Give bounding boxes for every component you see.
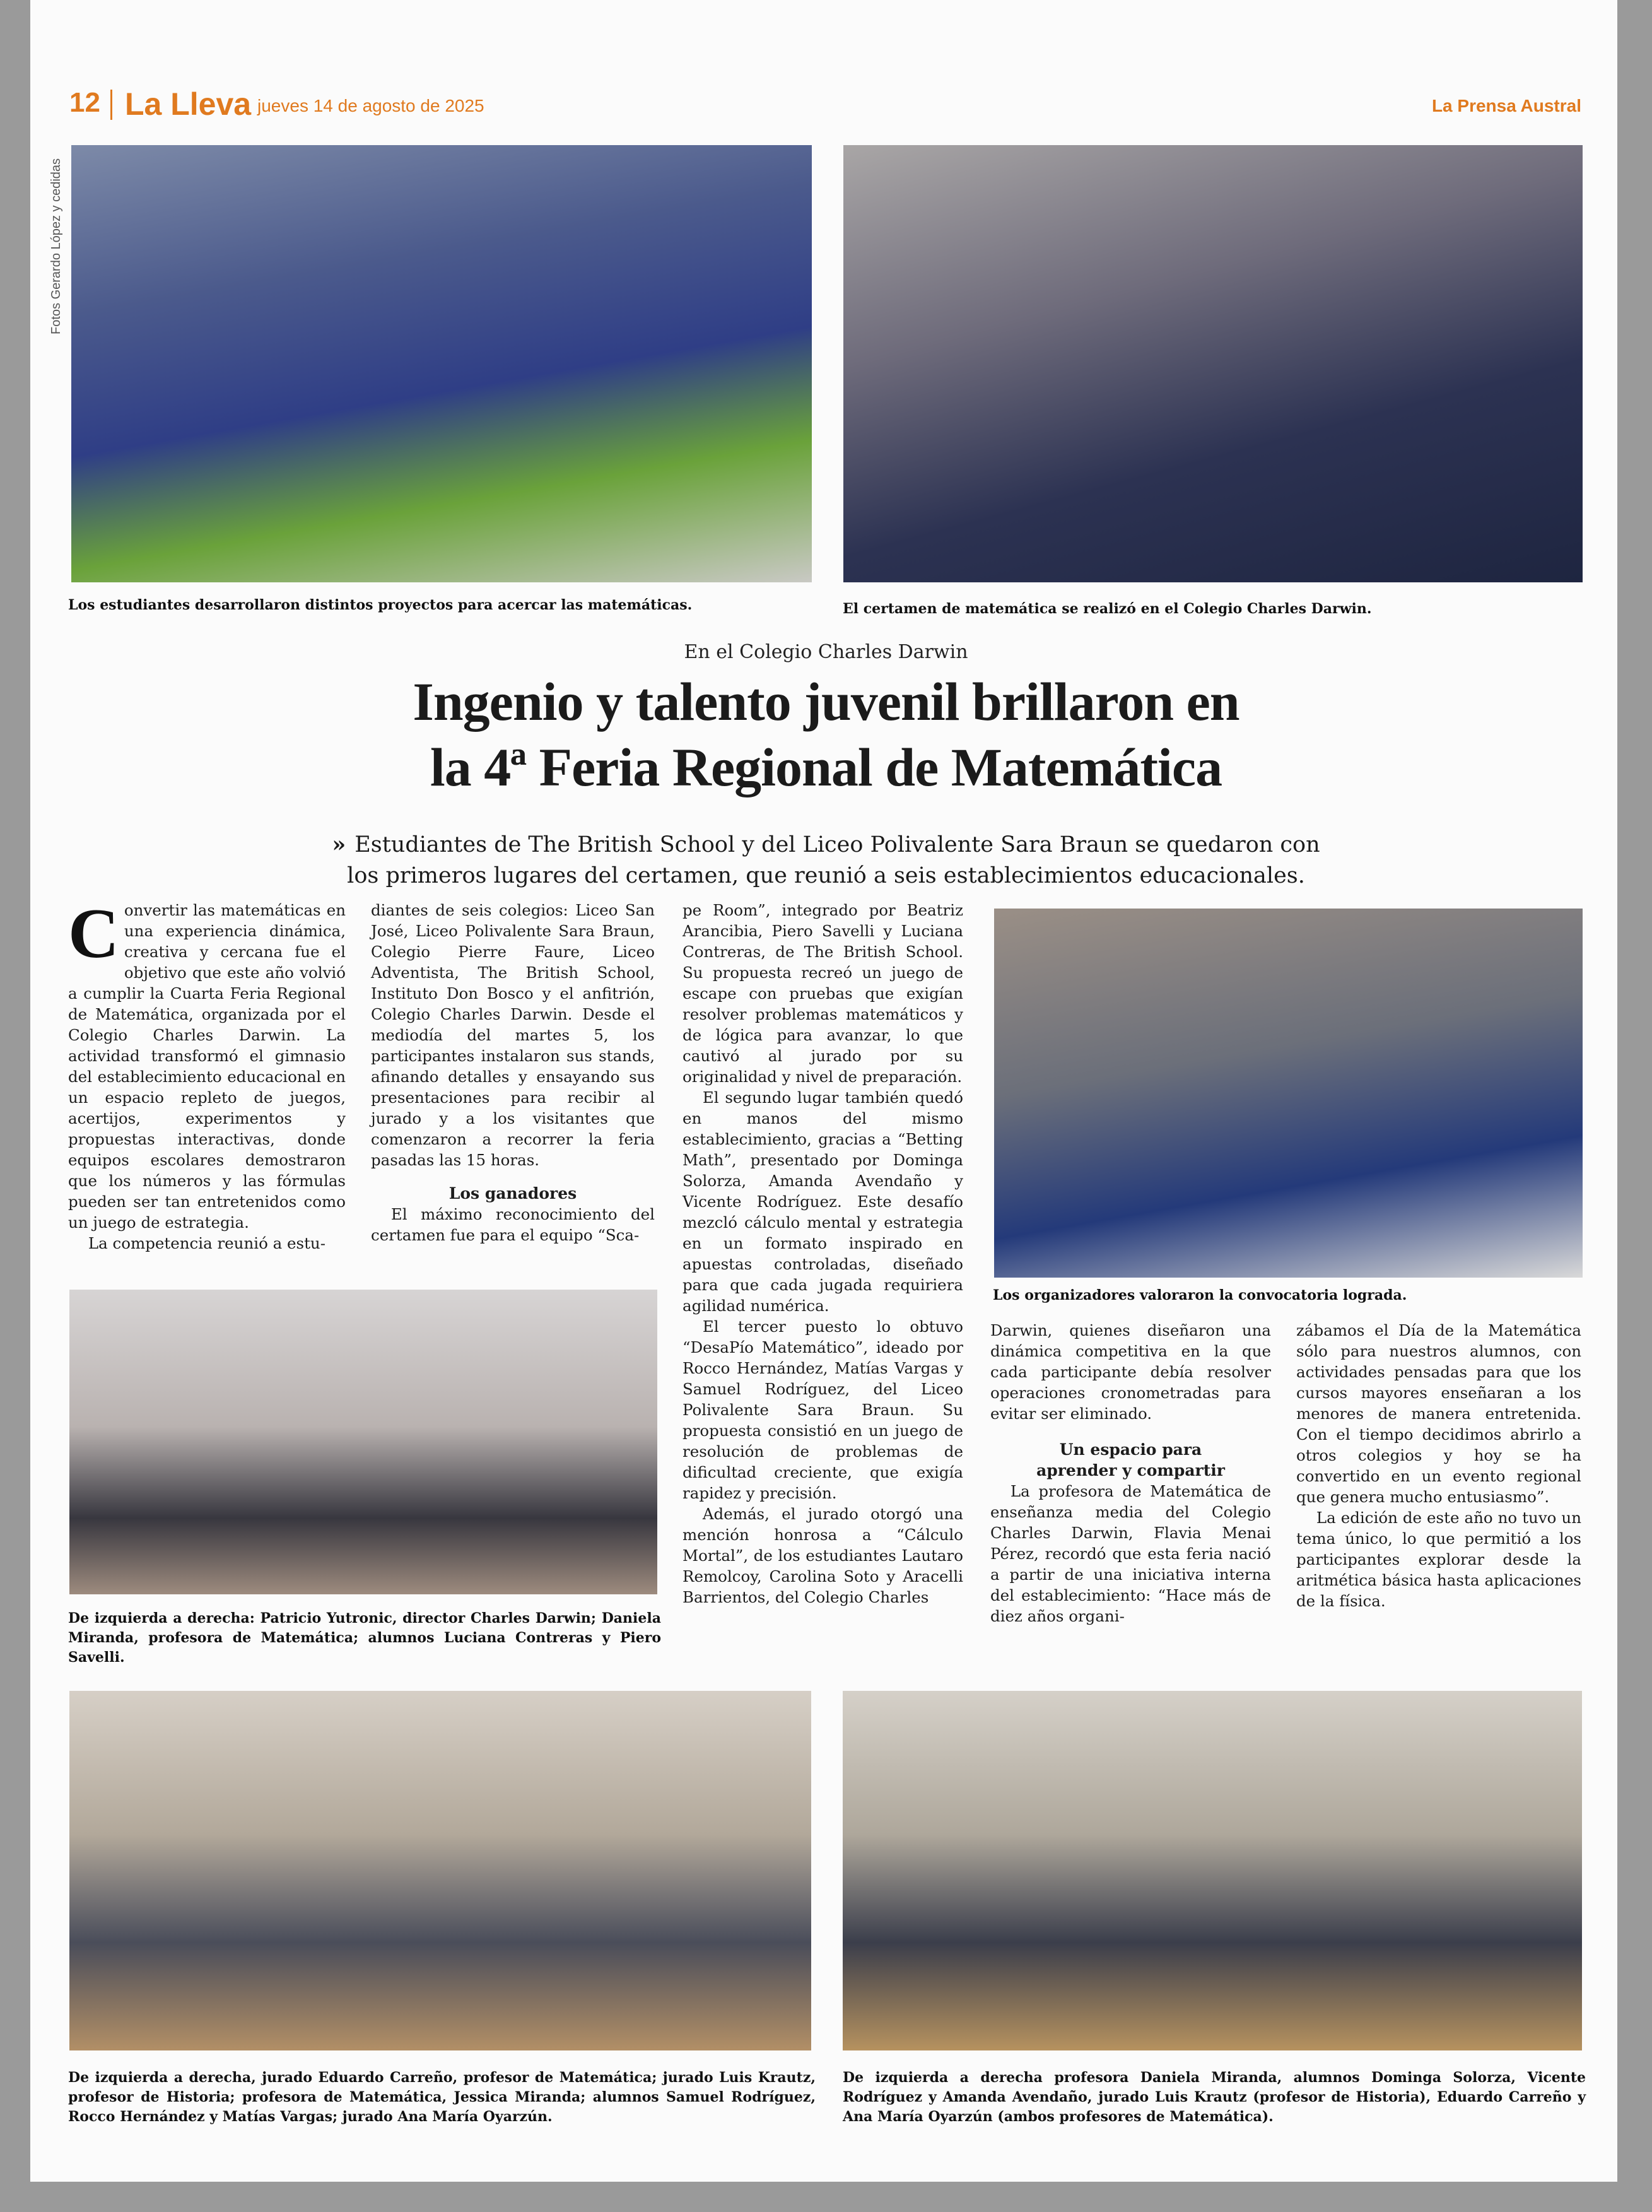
drop-cap: C: [68, 895, 119, 973]
col3-paragraph-4: Además, el jurado otorgó una mención honrosa a “Cálculo Mortal”, de los estudiantes Lautaro Remolcoy, Carolina Soto y Aracelli Barrientos, del Colegio Charles: [682, 1505, 963, 1606]
section-title: La Lleva: [125, 86, 252, 122]
photo-first-place: [69, 1290, 657, 1594]
subhead-winners: Los ganadores: [448, 1184, 577, 1203]
headline-line-1: Ingenio y talento juvenil brillaron en: [413, 671, 1239, 732]
col3-paragraph-3: El tercer puesto lo obtuvo “DesaPío Matemático”, ideado por Rocco Hernández, Matías Vargas y Samuel Rodríguez, del Liceo Polivalente Sara Braun. Su propuesta consistió en un juego de resolución de problemas de dificultad creciente, que exigía rapidez y precisión.: [682, 1317, 963, 1502]
col3-paragraph-1: pe Room”, integrado por Beatriz Arancibia, Piero Savelli y Luciana Contreras, de The British School. Su propuesta recreó un juego de escape con pruebas que exigían resolver problemas matemáticos y de lógica para avanzar, lo que cautivó al jurado por su originalidad y nivel de preparación.: [682, 901, 963, 1086]
col3-paragraph-2: El segundo lugar también quedó en manos del mismo establecimiento, gracias a “Betting Math”, presentado por Dominga Solorza, Amanda Avendaño y Vicente Rodríguez. Este desafío mezcló cálculo mental y estrategia en un formato inspirado en apuestas controladas, diseñado para que cada jugada requiriera agilidad numérica.: [682, 1088, 963, 1315]
subhead-learning-2: aprender y compartir: [1036, 1461, 1225, 1480]
photo-organizers: [994, 909, 1583, 1278]
col2-paragraph-2: El máximo reconocimiento del certamen fue para el equipo “Sca-: [371, 1205, 655, 1244]
deck-line-1: Estudiantes de The British School y del Liceo Polivalente Sara Braun se quedaron con: [354, 832, 1320, 857]
photo-second-place: [843, 1691, 1582, 2050]
caption-organizers: Los organizadores valoraron la convocatoria lograda.: [993, 1287, 1407, 1303]
article-column-1: [68, 895, 346, 1254]
article-column-5: [1296, 1320, 1581, 1611]
page-number: 12: [69, 87, 100, 118]
deck: [0, 829, 1652, 891]
col5-paragraph-1: zábamos el Día de la Matemática sólo para nuestros alumnos, con actividades pensadas para que los cursos mayores enseñaran a los menores de manera entretenida. Con el tiempo decidimos abrirlo a otros colegios y hoy se ha convertido en un evento regional que genera mucho entusiasmo”.: [1296, 1321, 1581, 1506]
subhead-learning-1: Un espacio para: [1059, 1440, 1202, 1459]
header-divider: [110, 90, 112, 120]
caption-competition-venue: El certamen de matemática se realizó en el Colegio Charles Darwin.: [843, 601, 1372, 617]
col4-paragraph-1: Darwin, quienes diseñaron una dinámica competitiva en la que cada participante debía resolver operaciones cronometradas para evitar ser eliminado.: [990, 1321, 1271, 1423]
headline-line-2: la 4ª Feria Regional de Matemática: [430, 737, 1222, 797]
publication-name: La Prensa Austral: [1431, 96, 1581, 115]
col4-paragraph-2: La profesora de Matemática de enseñanza media del Colegio Charles Darwin, Flavia Menai Pérez, recordó que esta feria nació a partir de una iniciativa interna del establecimiento: “Hace más de diez años organi-: [990, 1482, 1271, 1625]
photo-credit: Fotos Gerardo López y cedidas: [49, 158, 63, 334]
caption-first-place: De izquierda a derecha: Patricio Yutronic, director Charles Darwin; Daniela Miranda, profesora de Matemática; alumnos Luciana Contreras y Piero Savelli.: [68, 1610, 661, 1666]
caption-second-place: De izquierda a derecha profesora Daniela Miranda, alumnos Dominga Solorza, Vicente Rodríguez y Amanda Avendaño, jurado Luis Krautz (profesor de Historia), Eduardo Carreño y Ana María Oyarzún (ambos profesores de Matemática).: [843, 2069, 1586, 2125]
issue-date: jueves 14 de agosto de 2025: [257, 96, 484, 115]
article-column-3: [682, 900, 963, 1608]
caption-student-projects: Los estudiantes desarrollaron distintos proyectos para acercar las matemáticas.: [68, 597, 693, 613]
photo-third-place: [69, 1691, 811, 2050]
col2-paragraph-1: diantes de seis colegios: Liceo San José, Liceo Polivalente Sara Braun, Colegio Pierre Faure, Liceo Adventista, The British School, Instituto Don Bosco y el anfitrión, Colegio Charles Darwin. Desde el mediodía del martes 5, los participantes instalaron sus stands, afinando detalles y ensayando sus presentaciones para recibir al jurado y a los visitantes que comenzaron a recorrer la feria pasadas las 15 horas.: [371, 901, 655, 1169]
article-column-4: [990, 1320, 1271, 1627]
deck-line-2: los primeros lugares del certamen, que reunió a seis establecimientos educacionales.: [347, 863, 1305, 888]
caption-third-place: De izquierda a derecha, jurado Eduardo Carreño, profesor de Matemática; jurado Luis Krautz, profesor de Historia; profesora de Matemática, Jessica Miranda; alumnos Samuel Rodríguez, Rocco Hernández y Matías Vargas; jurado Ana María Oyarzún.: [68, 2069, 816, 2125]
header-strip: [30, 0, 1617, 110]
kicker: En el Colegio Charles Darwin: [684, 641, 968, 663]
col1-paragraph-1: onvertir las matemáticas en una experiencia dinámica, creativa y cercana fue el objetivo que este año volvió a cumplir la Cuarta Feria Regional de Matemática, organizada por el Colegio Charles Darwin. La actividad transformó el gimnasio del establecimiento educacional en un espacio repleto de juegos, acertijos, experimentos y propuestas interactivas, donde equipos escolares demostraron que los números y las fórmulas pueden ser tan entretenidos como un juego de estrategia.: [68, 901, 346, 1232]
photo-competition-venue: [843, 145, 1583, 582]
deck-marker-icon: »: [332, 832, 346, 857]
col1-paragraph-2: La competencia reunió a estu-: [88, 1234, 325, 1252]
photo-student-projects: [71, 145, 812, 582]
col5-paragraph-2: La edición de este año no tuvo un tema único, lo que permitió a los participantes explorar desde la aritmética básica hasta aplicaciones de la física.: [1296, 1509, 1581, 1610]
headline: [0, 669, 1652, 800]
article-column-2: [371, 900, 655, 1245]
